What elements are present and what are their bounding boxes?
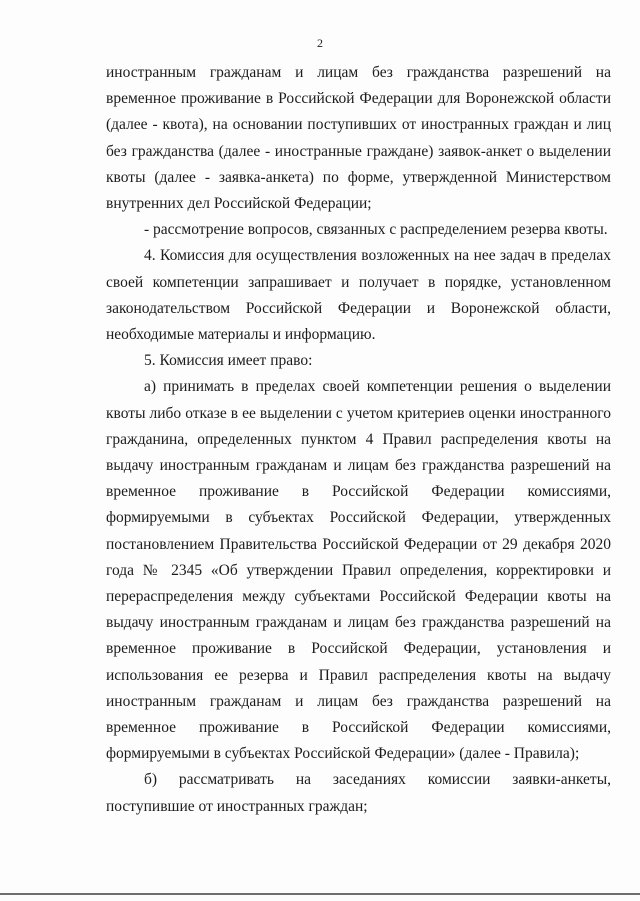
paragraph-reserve-distribution: - рассмотрение вопросов, связанных с распределением резерва квоты. <box>144 221 608 239</box>
paragraph-clause-5a: а) принимать в пределах своей компетенции решения о выделении квоты либо отказе в ее выделении с учетом критериев оценки иностранного гражданина, определенных пунктом 4 Правил распределения квоты на выдачу иностранным гражданам и лицам без гражданства разрешений на временное проживание в Российской Федерации комиссиями, формируемыми в субъектах Российской Федерации, утвержденных постановлением Правительства Российской Федерации от 29 декабря 2020 года № 2345 «Об утверждении Правил определения, корректировки и перераспределения между субъектами Российской Федерации квоты на выдачу иностранным гражданам и лицам без гражданства разрешений на временное проживание в Российской Федерации, установления и использования ее резерва и Правил распределения квоты на выдачу иностранным гражданам и лицам без гражданства разрешений на временное проживание в Российской Федерации комиссиями, формируемыми в субъектах Российской Федерации» (далее - Правила); <box>106 378 611 763</box>
paragraph-clause-4: 4. Комиссия для осуществления возложенных на нее задач в пределах своей компетенции запрашивает и получает в порядке, установленном законодательством Российской Федерации и Воронежской области, необходимые материалы и информацию. <box>106 247 611 344</box>
page-number: 2 <box>317 36 323 50</box>
paragraph-clause-5b: б) рассматривать на заседаниях комиссии заявки-анкеты, поступившие от иностранных граждан; <box>106 771 611 815</box>
scan-edge-line <box>0 893 640 895</box>
paragraph-quota-definition: иностранным гражданам и лицам без гражданства разрешений на временное проживание в Российской Федерации для Воронежской области (далее - квота), на основании поступивших от иностранных граждан и лиц без гражданства (далее - иностранные граждане) заявок-анкет о выделении квоты (далее - заявка-анкета) по форме, утвержденной Министерством внутренних дел Российской Федерации; <box>106 64 611 213</box>
paragraph-clause-5: 5. Комиссия имеет право: <box>144 352 313 370</box>
document-body <box>106 60 611 820</box>
